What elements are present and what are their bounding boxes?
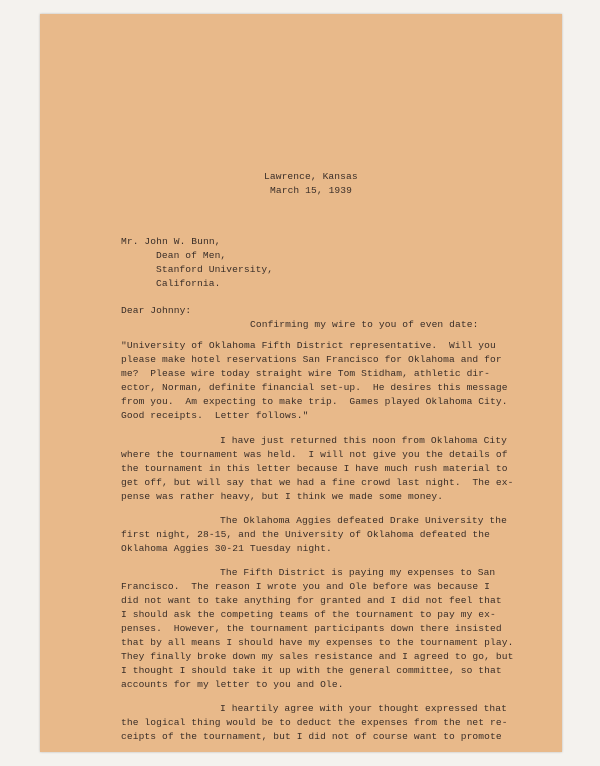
paragraph-line: pense was rather heavy, but I think we made some money. [121, 491, 444, 502]
paragraph-line: first night, 28-15, and the University of Oklahoma defeated the [121, 529, 491, 540]
address-line: Dean of Men, [156, 250, 227, 261]
letter-page [40, 14, 562, 752]
paragraph-line: The Fifth District is paying my expenses to San [220, 567, 496, 578]
address-line: Mr. John W. Bunn, [121, 236, 221, 247]
paragraph-line: the tournament in this letter because I have much rush material to [121, 463, 508, 474]
telegram-line: Good receipts. Letter follows." [121, 410, 309, 421]
intro-line: Confirming my wire to you of even date: [250, 319, 479, 330]
paragraph-line: did not want to take anything for granted and I did not feel that [121, 595, 502, 606]
paragraph-line: Oklahoma Aggies 30-21 Tuesday night. [121, 543, 332, 554]
telegram-line: "University of Oklahoma Fifth District representative. Will you [121, 340, 496, 351]
paragraph-line: the logical thing would be to deduct the expenses from the net re- [121, 717, 508, 728]
paragraph-line: They finally broke down my sales resistance and I agreed to go, but [121, 651, 514, 662]
paragraph-line: accounts for my letter to you and Ole. [121, 679, 344, 690]
telegram-line: me? Please wire today straight wire Tom Stidham, athletic dir- [121, 368, 491, 379]
paragraph-line: get off, but will say that we had a fine crowd last night. The ex- [121, 477, 514, 488]
paragraph-line: The Oklahoma Aggies defeated Drake University the [220, 515, 508, 526]
paragraph-line: I have just returned this noon from Oklahoma City [220, 435, 508, 446]
paragraph-line: Francisco. The reason I wrote you and Ole before was because I [121, 581, 491, 592]
telegram-line: from you. Am expecting to make trip. Games played Oklahoma City. [121, 396, 508, 407]
address-line: California. [156, 278, 221, 289]
paragraph-line: I heartily agree with your thought expressed that [220, 703, 508, 714]
salutation: Dear Johnny: [121, 305, 192, 316]
date-line: March 15, 1939 [270, 185, 353, 196]
paragraph-line: that by all means I should have my expenses to the tournament play. [121, 637, 514, 648]
paragraph-line: where the tournament was held. I will not give you the details of [121, 449, 508, 460]
telegram-line: ector, Norman, definite financial set-up. He desires this message [121, 382, 508, 393]
paragraph-line: penses. However, the tournament participants down there insisted [121, 623, 502, 634]
paragraph-line: I should ask the competing teams of the tournament to pay my ex- [121, 609, 496, 620]
telegram-line: please make hotel reservations San Francisco for Oklahoma and for [121, 354, 502, 365]
address-line: Stanford University, [156, 264, 274, 275]
place-line: Lawrence, Kansas [264, 171, 358, 182]
paragraph-line: I thought I should take it up with the general committee, so that [121, 665, 502, 676]
paragraph-line: ceipts of the tournament, but I did not of course want to promote [121, 731, 502, 742]
